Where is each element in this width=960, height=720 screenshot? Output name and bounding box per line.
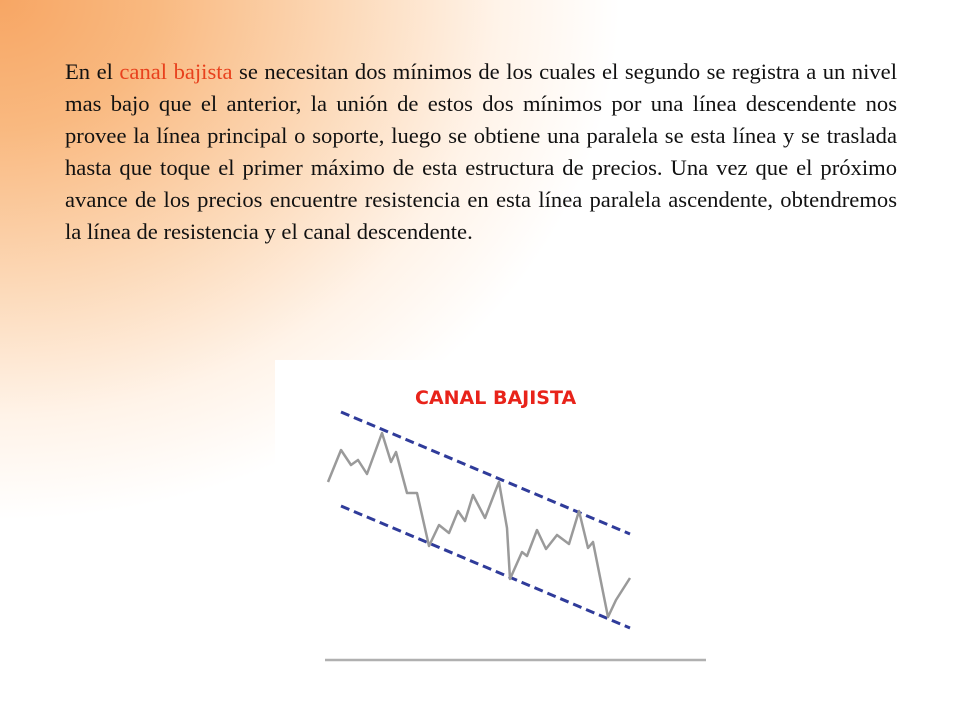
canal-bajista-diagram xyxy=(275,360,733,668)
paragraph-text-before: En el xyxy=(65,59,120,84)
canal-bajista-figure xyxy=(275,360,733,668)
price-line xyxy=(328,433,630,617)
support-line xyxy=(341,506,630,628)
paragraph-text-after: se necesitan dos mínimos de los cuales el segundo se registra a un nivel mas bajo que el anterior, la unión de estos dos mínimos por una línea descendente nos provee la línea principal o soporte, luego se obtiene una paralela se esta línea y se traslada hasta que toque el primer máximo de esta estructura de precios. Una vez que el próximo avance de los precios encuentre resistencia en esta línea paralela ascendente, obtendremos la línea de resistencia y el canal descendente. xyxy=(65,59,897,244)
figure-title: CANAL BAJISTA xyxy=(415,387,577,409)
body-paragraph xyxy=(65,56,897,248)
highlight-term: canal bajista xyxy=(119,59,233,84)
